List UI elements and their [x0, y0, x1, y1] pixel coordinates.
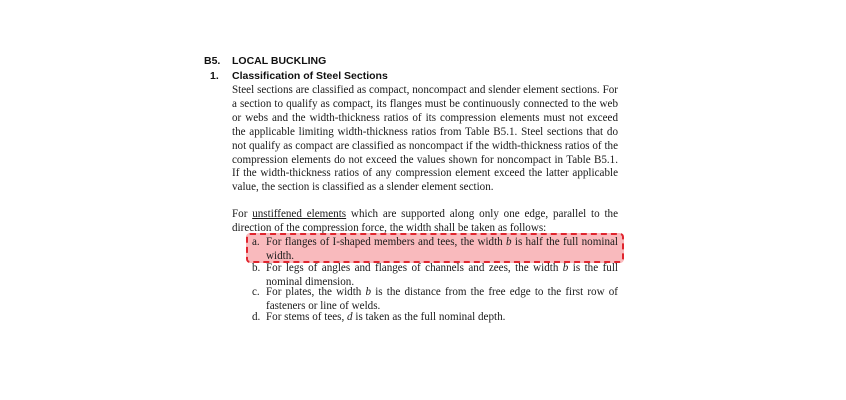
- paragraph-prefix: For: [232, 208, 253, 220]
- section-title: LOCAL BUCKLING: [232, 55, 327, 67]
- list-item-text: For legs of angles and flanges of channels and zees, the width b is the full nominal dimension.: [266, 262, 618, 288]
- list-item-text: For plates, the width b is the distance from the free edge to the first row of fasteners or line of welds.: [266, 286, 618, 312]
- list-marker: b.: [252, 262, 261, 274]
- unstiffened-elements-term: unstiffened elements: [252, 208, 347, 220]
- section-number: B5.: [204, 55, 221, 67]
- paragraph-classification: Steel sections are classified as compact, noncompact and slender element sections. For a section to qualify as compact, its flanges must be continuously connected to the web or webs and the width-thickness ratios of its compression elements must not exceed the applicable limiting width-thickness ratios from Table B5.1. Steel sections that do not qualify as compact are classified as noncompact if the width-thickness ratios of the compression elements do not exceed the values shown for noncompact in Table B5.1. If the width-thickness ratios of any compression element exceed the latter applicable value, the section is classified as a slender element section.: [232, 84, 618, 194]
- list-item-c: [252, 286, 618, 314]
- subsection-title: Classification of Steel Sections: [232, 70, 388, 82]
- list-marker: a.: [252, 236, 260, 248]
- list-item-text: For stems of tees, d is taken as the full nominal depth.: [266, 311, 506, 323]
- list-item-d: [252, 311, 618, 325]
- list-marker: d.: [252, 311, 261, 323]
- subsection-number: 1.: [210, 70, 219, 82]
- list-marker: c.: [252, 286, 260, 298]
- paragraph-unstiffened-elements: [232, 208, 618, 236]
- list-item-text: For flanges of I-shaped members and tees, the width b is half the full nominal width.: [266, 236, 618, 262]
- list-item-a: [252, 236, 618, 264]
- paragraph-suffix: which are supported along only one edge, parallel to the direction of the compression force, the width shall be taken as follows:: [232, 208, 618, 234]
